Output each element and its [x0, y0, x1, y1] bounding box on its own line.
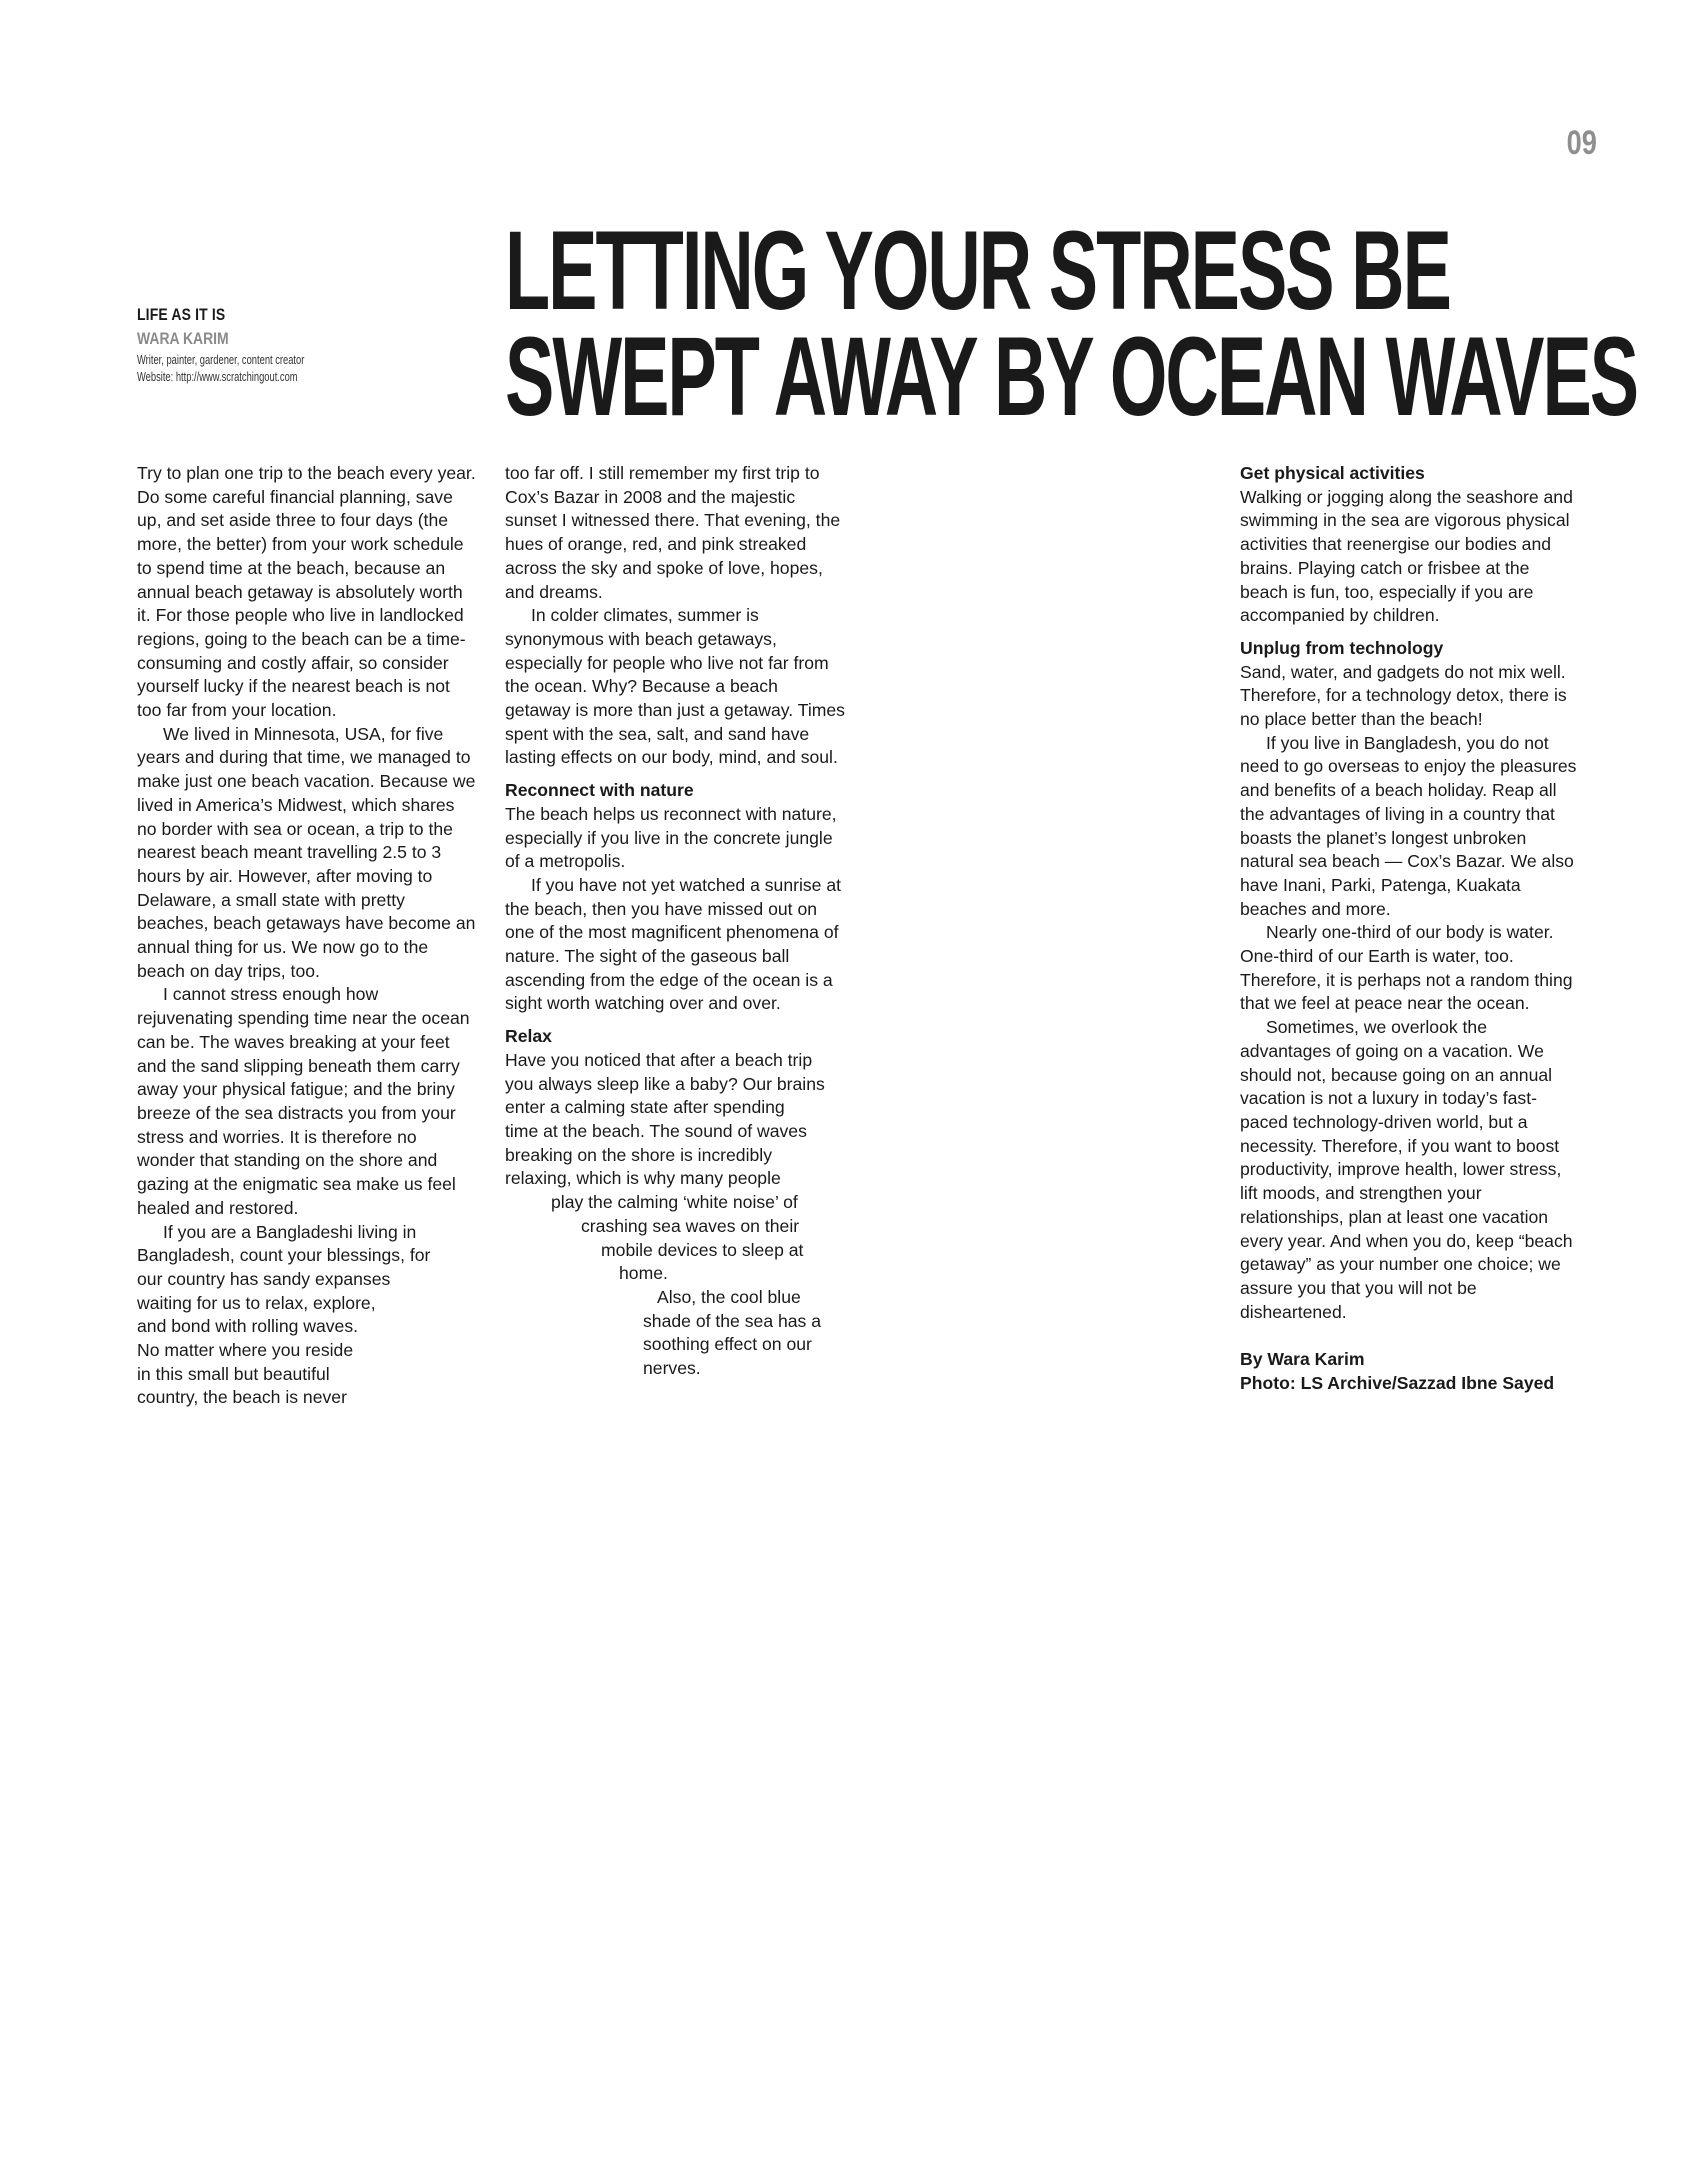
headline-line-1: LETTING YOUR STRESS BE — [505, 208, 1450, 333]
text-line: enter a calming state after spending — [505, 1097, 785, 1118]
paragraph: Sand, water, and gadgets do not mix well. Therefore, for a technology detox, there is no place better than the beach! — [1240, 661, 1567, 730]
paragraph: We lived in Minnesota, USA, for five years and during that time, we managed to make just one beach vacation. Because we lived in America’s Midwest, which shares no border with sea or ocean, a trip to the nearest beach meant travelling 2.5 to 3 hours by air. However, after moving to Delaware, a small state with pretty beaches, beach getaways have become an annual thing for us. We now go to the beach on day trips, too. — [137, 723, 476, 981]
text-line: nerves. — [643, 1358, 701, 1379]
text-line: crashing sea waves on their — [581, 1215, 800, 1236]
text-line: breaking on the shore is incredibly — [505, 1144, 772, 1165]
text-line: in this small but beautiful — [137, 1363, 330, 1384]
paragraph-shaped — [505, 1049, 845, 1286]
text-line: mobile devices to sleep at — [601, 1239, 804, 1260]
text-line: relaxing, which is why many people — [505, 1168, 781, 1189]
paragraph: If you have not yet watched a sunrise at the beach, then you have missed out on one of the most magnificent phenomena of nature. The sight of the gaseous ball ascending from the edge of the ocean is a sight worth watching over and over. — [505, 874, 842, 1014]
subheading: Reconnect with nature — [505, 780, 694, 801]
paragraph: too far off. I still remember my first trip to Cox’s Bazar in 2008 and the majestic sunset I witnessed there. That evening, the hues of orange, red, and pink streaked across the sky and spoke of love, hopes, and dreams. — [505, 463, 841, 602]
text-line: country, the beach is never — [137, 1387, 347, 1408]
text-line: soothing effect on our — [643, 1334, 812, 1355]
text-line: our country has sandy expanses — [137, 1268, 391, 1289]
paragraph: Walking or jogging along the seashore and swimming in the sea are vigorous physical activities that reenergise our bodies and brains. Playing catch or frisbee at the beach is fun, too, especially if you are accompanied by children. — [1240, 486, 1573, 626]
section-label: LIFE AS IT IS — [137, 305, 226, 324]
paragraph: Nearly one-third of our body is water. One-third of our Earth is water, too. Therefore, it is perhaps not a random thing that we feel at peace near the ocean. — [1240, 922, 1573, 1014]
subheading: Unplug from technology — [1240, 637, 1444, 658]
text-line: If you are a Bangladeshi living in — [163, 1221, 417, 1242]
text-line: Have you noticed that after a beach trip — [505, 1049, 813, 1070]
page-number: 09 — [1566, 124, 1597, 162]
text-line: play the calming ‘white noise’ of — [551, 1192, 798, 1213]
text-line: you always sleep like a baby? Our brains — [505, 1073, 825, 1094]
paragraph: In colder climates, summer is synonymous with beach getaways, especially for people who live not far from the ocean. Why? Because a beach getaway is more than just a getaway. Times spent with the sea, salt, and sand have lasting effects on our body, mind, and soul. — [505, 605, 845, 768]
text-line: Bangladesh, count your blessings, for — [137, 1245, 431, 1266]
byline-block — [137, 305, 397, 385]
paragraph: Try to plan one trip to the beach every year. Do some careful financial planning, save up, and set aside three to four days (the more, the better) from your work schedule to spend time at the beach, because an annual beach getaway is absolutely worth it. For those people who live in landlocked regions, going to the beach can be a time-consuming and costly affair, so consider yourself lucky if the nearest beach is not too far from your location. — [137, 463, 476, 721]
author-name: WARA KARIM — [137, 329, 229, 348]
author-role: Writer, painter, gardener, content creator — [137, 352, 305, 367]
subheading: Relax — [505, 1026, 552, 1047]
paragraph-shaped — [505, 1286, 845, 1381]
article-column-1 — [137, 462, 477, 1410]
article-column-3 — [1240, 462, 1580, 1396]
paragraph: I cannot stress enough how rejuvenating spending time near the ocean can be. The waves breaking at your feet and the sand slipping beneath them carry away your physical fatigue; and the briny breeze of the sea distracts you from your stress and worries. It is therefore no wonder that standing on the shore and gazing at the enigmatic sea make us feel healed and restored. — [137, 984, 470, 1218]
author-credit: By Wara Karim — [1240, 1349, 1365, 1370]
subheading: Get physical activities — [1240, 463, 1425, 483]
text-line: No matter where you reside — [137, 1340, 354, 1361]
text-line: home. — [619, 1263, 668, 1284]
text-line: waiting for us to relax, explore, — [137, 1292, 376, 1313]
text-line: time at the beach. The sound of waves — [505, 1120, 807, 1141]
article-headline — [505, 208, 1638, 439]
author-website: Website: http://www.scratchingout.com — [137, 369, 298, 384]
article-column-2 — [505, 462, 845, 1381]
photo-credit: Photo: LS Archive/Sazzad Ibne Sayed — [1240, 1373, 1555, 1394]
paragraph-shaped — [137, 1221, 477, 1411]
paragraph: The beach helps us reconnect with nature, especially if you live in the concrete jungle of a metropolis. — [505, 803, 837, 872]
text-line: and bond with rolling waves. — [137, 1316, 359, 1337]
text-line: Also, the cool blue — [657, 1286, 801, 1307]
paragraph: Sometimes, we overlook the advantages of going on a vacation. We should not, because going on an annual vacation is not a luxury in today’s fast-paced technology-driven world, but a necessity. Therefore, if you want to boost productivity, improve health, lower stress, lift moods, and strengthen your relationships, plan at least one vacation every year. And when you do, keep “beach getaway” as your number one choice; we assure you that you will not be disheartened. — [1240, 1017, 1573, 1322]
headline-line-2: SWEPT AWAY BY OCEAN WAVES — [505, 314, 1638, 439]
text-line: shade of the sea has a — [643, 1310, 822, 1331]
paragraph: If you live in Bangladesh, you do not need to go overseas to enjoy the pleasures and benefits of a beach holiday. Reap all the advantages of living in a country that boasts the planet’s longest unbroken natural sea beach — Cox’s Bazar. We also have Inani, Parki, Patenga, Kuakata beaches and more. — [1240, 732, 1577, 919]
